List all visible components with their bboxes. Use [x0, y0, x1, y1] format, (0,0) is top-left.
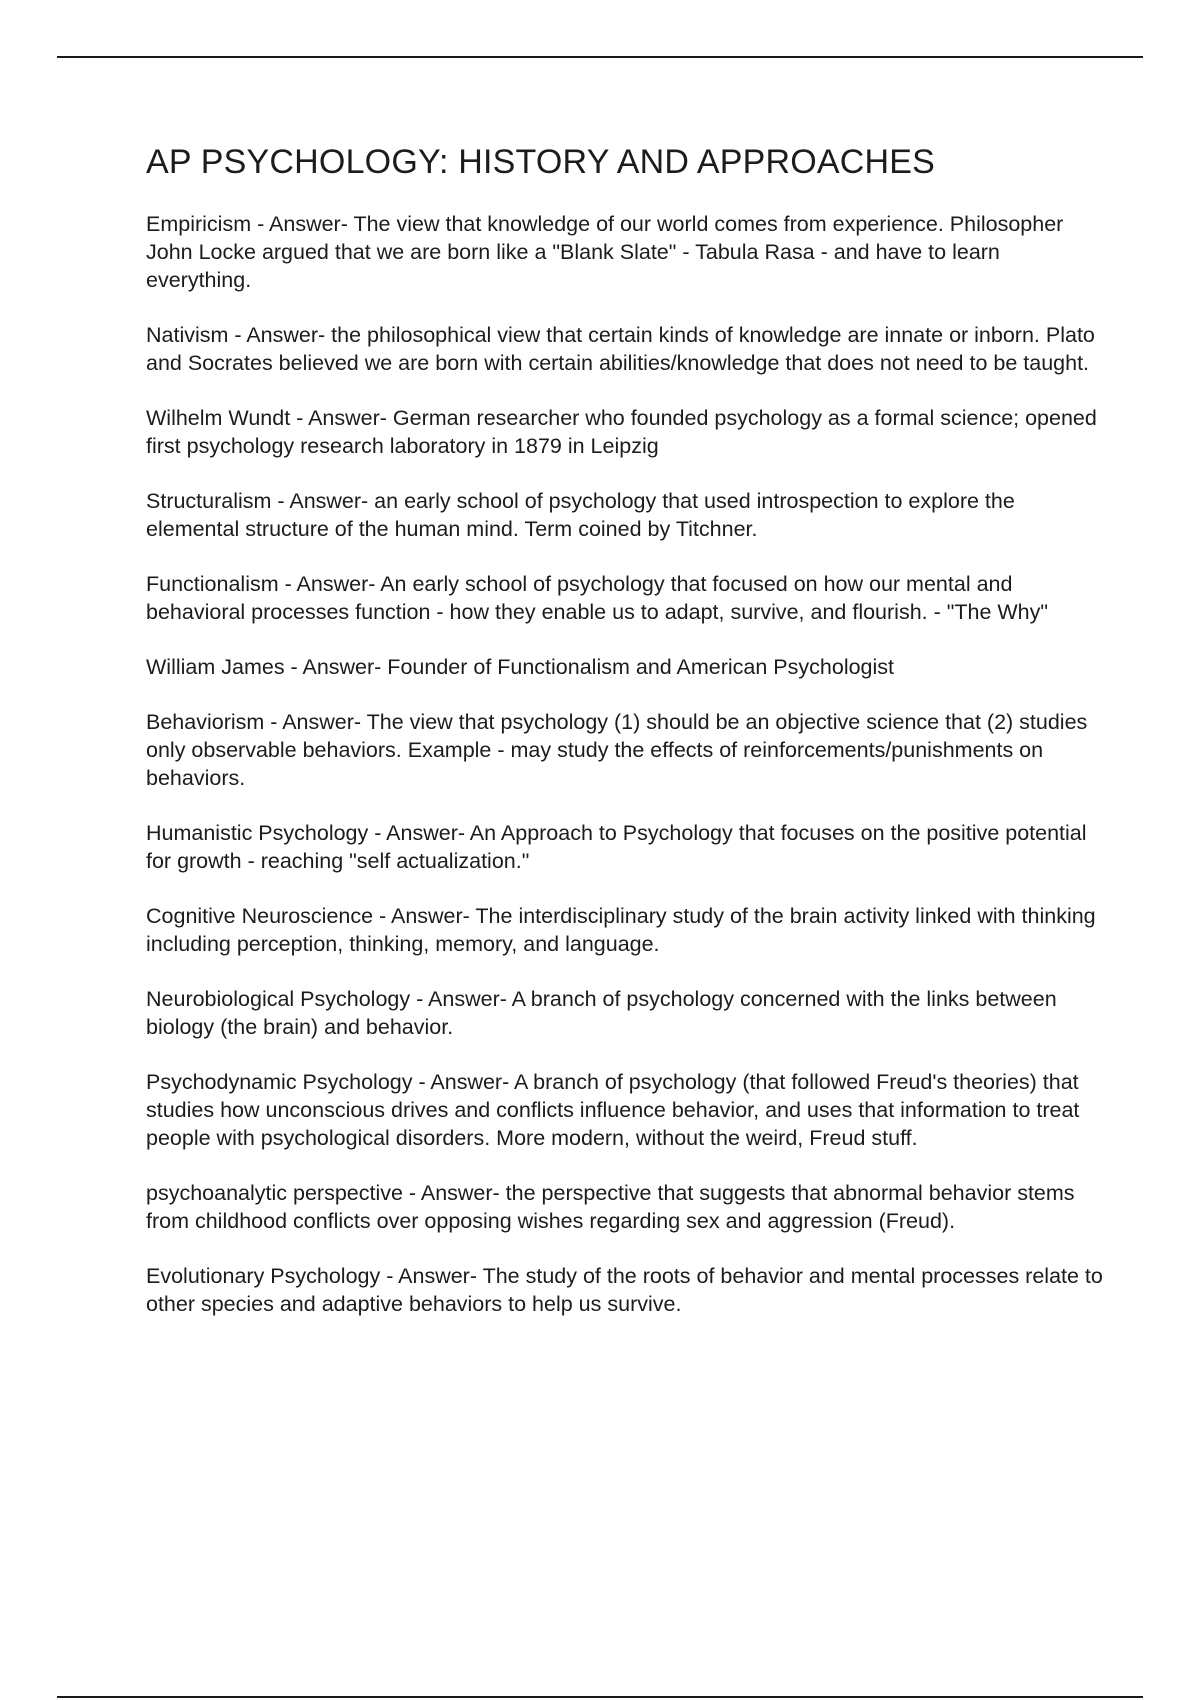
entry-psychodynamic-psychology: Psychodynamic Psychology - Answer- A branch of psychology (that followed Freud's theories) that studies how unconscious drives and conflicts influence behavior, and uses that information to treat people with psychological disorders. More modern, without the weird, Freud stuff.: [146, 1070, 1080, 1150]
entry-evolutionary-psychology: Evolutionary Psychology - Answer- The study of the roots of behavior and mental processes relate to other species and adaptive behaviors to help us survive.: [146, 1264, 1103, 1316]
top-divider: [57, 56, 1143, 58]
entry-humanistic-psychology: Humanistic Psychology - Answer- An Approach to Psychology that focuses on the positive potential for growth - reaching "self actualization.": [146, 821, 1087, 873]
entry-structuralism: Structuralism - Answer- an early school of psychology that used introspection to explore the elemental structure of the human mind. Term coined by Titchner.: [146, 489, 1015, 541]
entry-functionalism: Functionalism - Answer- An early school of psychology that focused on how our mental and behavioral processes function - how they enable us to adapt, survive, and flourish. - "The Why": [146, 572, 1049, 624]
entry-william-james: William James - Answer- Founder of Functionalism and American Psychologist: [146, 655, 895, 679]
entry-behaviorism: Behaviorism - Answer- The view that psychology (1) should be an objective science that (2) studies only observable behaviors. Example - may study the effects of reinforcements/punishments on behaviors.: [146, 710, 1088, 790]
document-title: AP PSYCHOLOGY: HISTORY AND APPROACHES: [146, 143, 936, 181]
entry-empiricism: Empiricism - Answer- The view that knowledge of our world comes from experience. Philosopher John Locke argued that we are born like a "Blank Slate" - Tabula Rasa - and have to learn everything.: [146, 212, 1064, 292]
entry-nativism: Nativism - Answer- the philosophical view that certain kinds of knowledge are innate or inborn. Plato and Socrates believed we are born with certain abilities/knowledge that does not need to be taught.: [146, 323, 1095, 375]
document-body: [146, 140, 1106, 1345]
entry-psychoanalytic-perspective: psychoanalytic perspective - Answer- the perspective that suggests that abnormal behavior stems from childhood conflicts over opposing wishes regarding sex and aggression (Freud).: [146, 1181, 1075, 1233]
entry-wilhelm-wundt: Wilhelm Wundt - Answer- German researcher who founded psychology as a formal science; opened first psychology research laboratory in 1879 in Leipzig: [146, 406, 1097, 458]
entry-cognitive-neuroscience: Cognitive Neuroscience - Answer- The interdisciplinary study of the brain activity linked with thinking including perception, thinking, memory, and language.: [146, 904, 1096, 956]
entry-neurobiological-psychology: Neurobiological Psychology - Answer- A branch of psychology concerned with the links between biology (the brain) and behavior.: [146, 987, 1057, 1039]
bottom-divider: [57, 1696, 1143, 1698]
